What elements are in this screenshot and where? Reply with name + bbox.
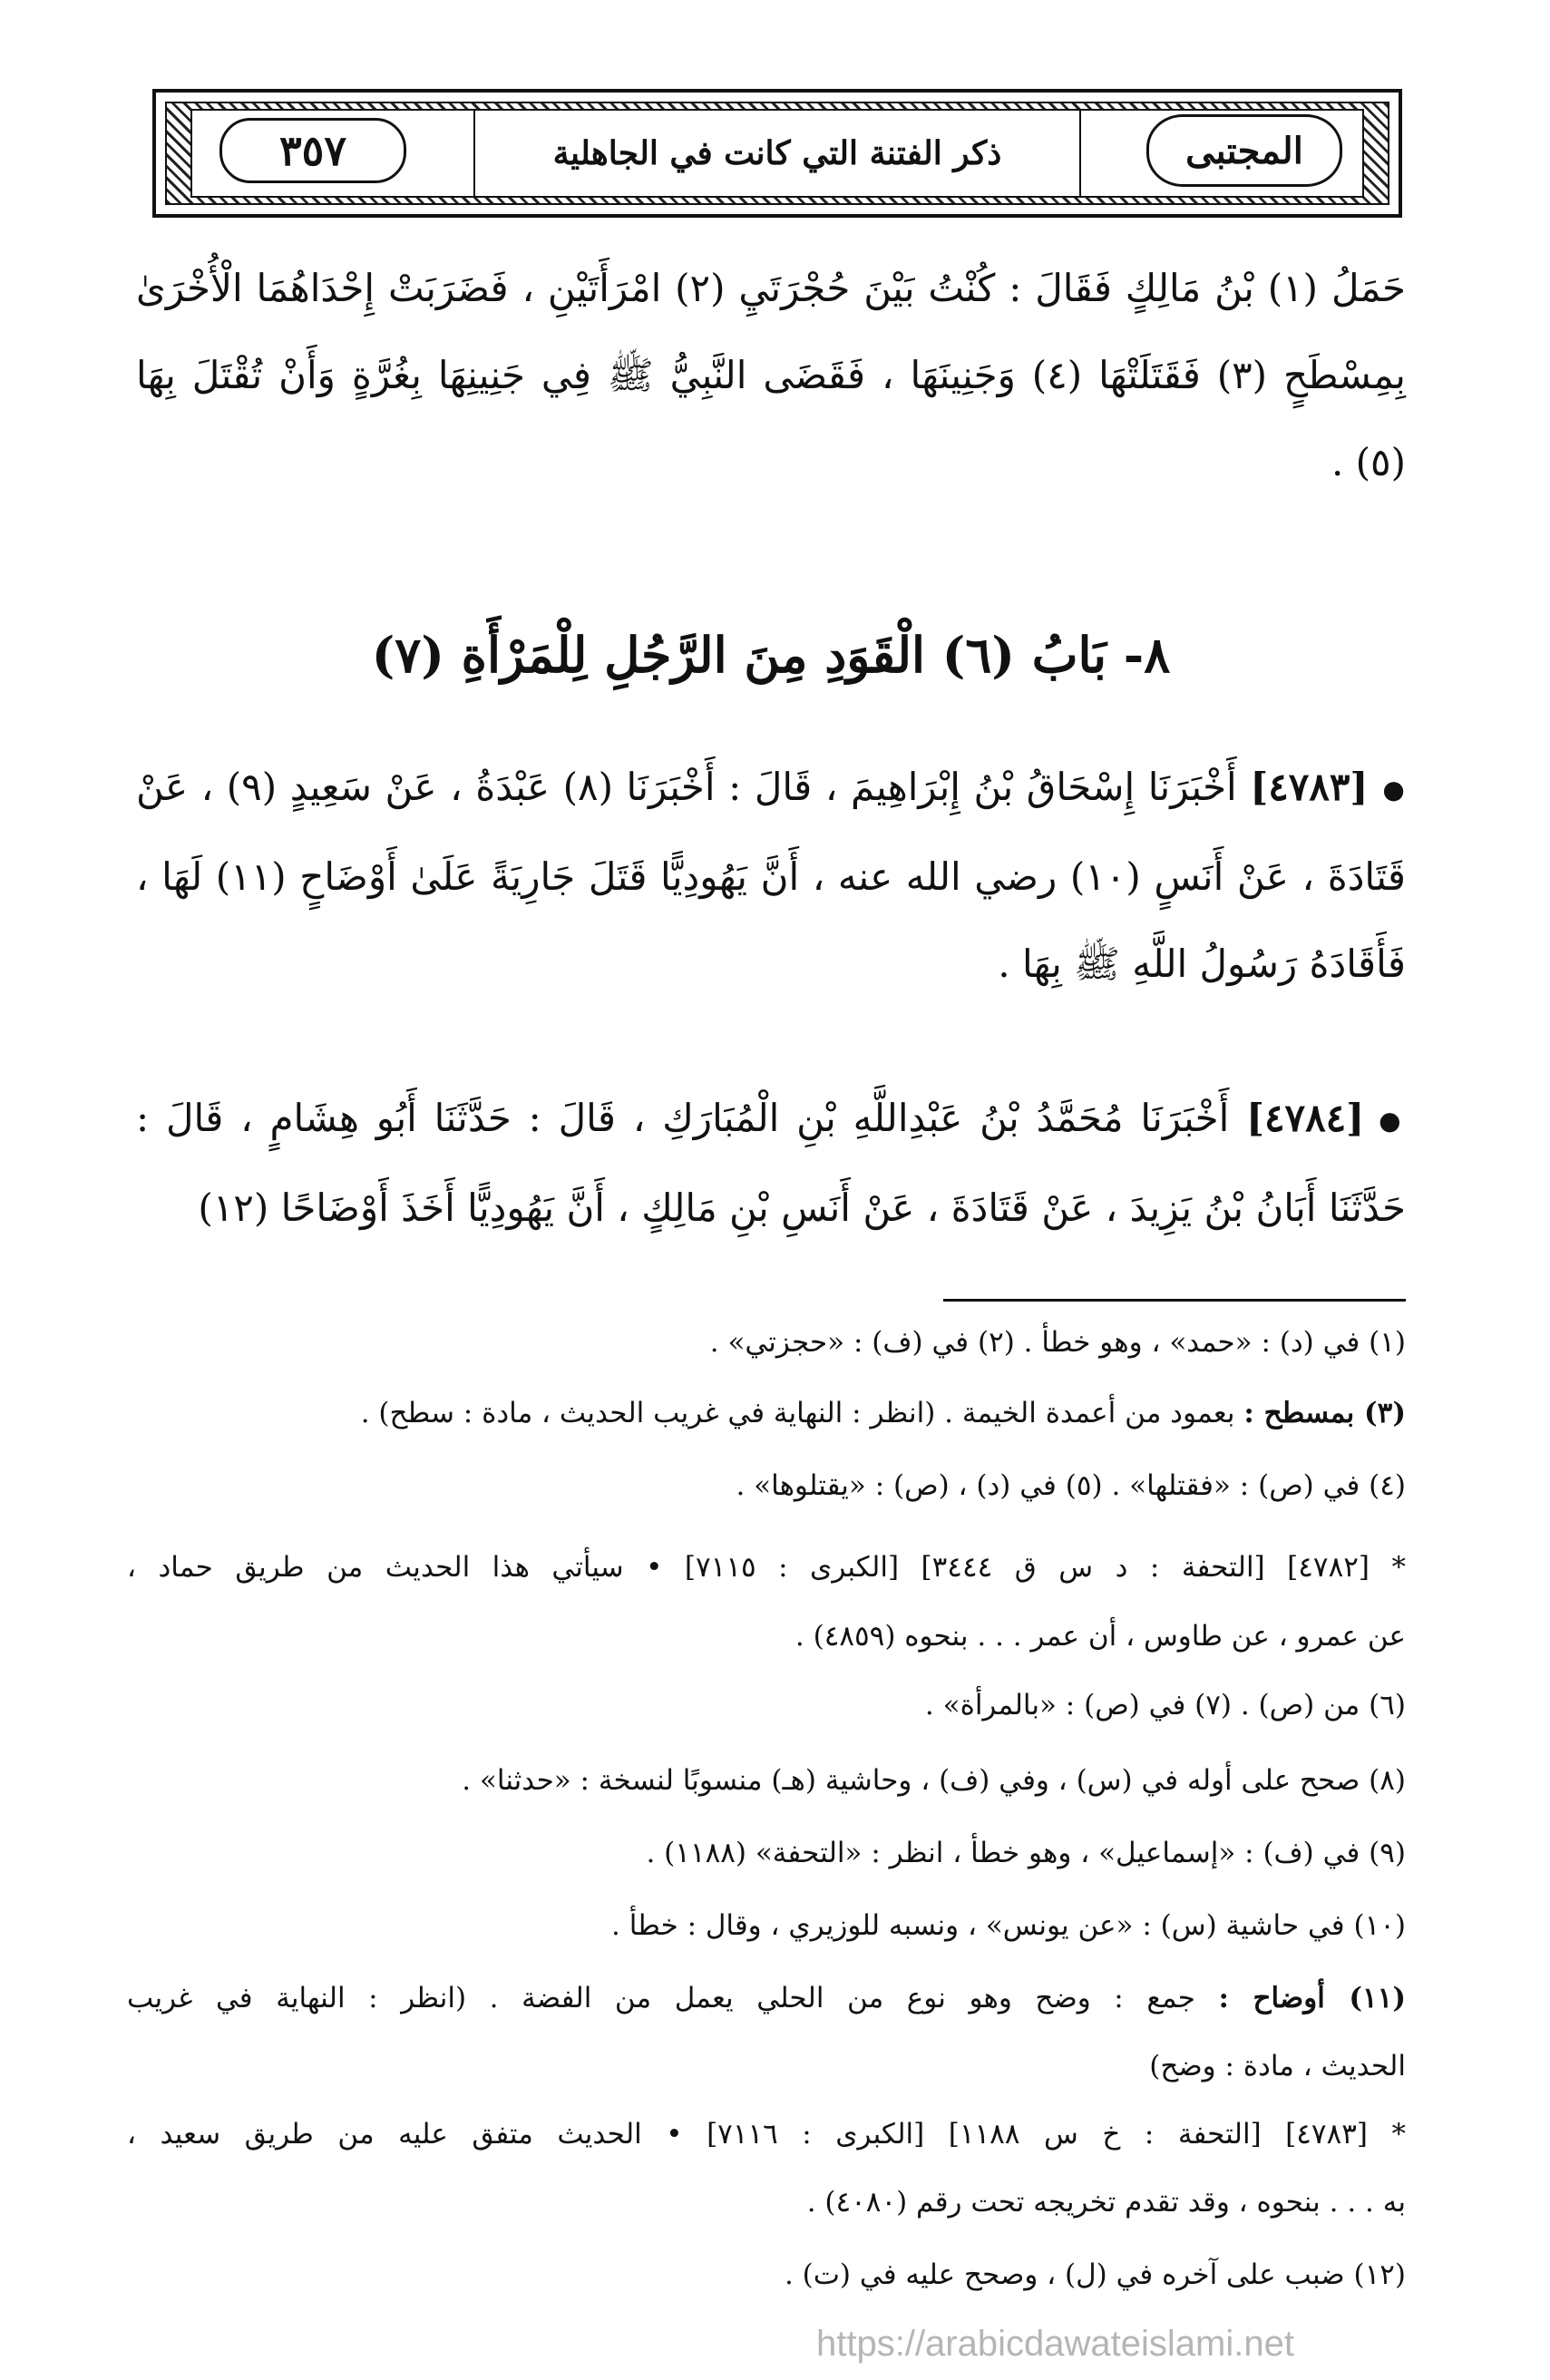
footnote-line: عن عمرو ، عن طاوس ، أن عمر . . . بنحوه (٤٨٥٩) . <box>794 1620 1406 1653</box>
footnote-line: (٦) من (ص) . (٧) في (ص) : «بالمرأة» . <box>924 1689 1406 1722</box>
footnote-line: الحديث ، مادة : وضح) <box>1149 2050 1406 2082</box>
footnote-term: (١١) أوضاح : <box>1218 1982 1406 2014</box>
footnote-line: (٨) صحح على أوله في (س) ، وفي (ف) ، وحاشية (هـ) منسوبًا لنسخة : «حدثنا» . <box>462 1764 1406 1797</box>
bullet-icon: ● <box>1379 1106 1407 1136</box>
footnote-line: (١٢) ضبب على آخره في (ل) ، وصحح عليه في (ت) . <box>784 2258 1406 2291</box>
footnotes <box>127 0 1406 2380</box>
footnote-term: (٣) بمسطح : <box>1243 1397 1406 1429</box>
hadith-number: [٤٧٨٣] <box>1250 765 1369 809</box>
hadith-text: أَخْبَرَنَا مُحَمَّدُ بْنُ عَبْدِاللَّهِ بْنِ الْمُبَارَكِ ، قَالَ : حَدَّثَنَا أَبُو هِشَامٍ ، قَالَ : حَدَّثَنَا أَبَانُ بْنُ يَزِيدَ ، عَنْ قَتَادَةَ ، عَنْ أَنَسِ بْنِ مَالِكٍ ، أَنَّ يَهُودِيًّا أَخَذَ أَوْضَاحًا (١٢) <box>136 1096 1406 1230</box>
footnote-line: (٤) في (ص) : «فقتلها» . (٥) في (د) ، (ص) : «يقتلوها» . <box>736 1469 1406 1502</box>
bullet-icon: ● <box>1382 775 1406 805</box>
footnote-line: به . . . بنحوه ، وقد تقدم تخريجه تحت رقم (٤٠٨٠) . <box>806 2186 1406 2219</box>
footnote-line: (٣) بمسطح : بعمود من أعمدة الخيمة . (انظر : النهاية في غريب الحديث ، مادة : سطح) . <box>360 1397 1406 1429</box>
hadith-text: أَخْبَرَنَا إِسْحَاقُ بْنُ إِبْرَاهِيمَ ، قَالَ : أَخْبَرَنَا (٨) عَبْدَةُ ، عَنْ سَعِيدٍ (٩) ، عَنْ قَتَادَةَ ، عَنْ أَنَسٍ (١٠) رضي الله عنه ، أَنَّ يَهُودِيًّا قَتَلَ جَارِيَةً عَلَىٰ أَوْضَاحٍ (١١) لَهَا ، فَأَقَادَهُ رَسُولُ اللَّهِ ﷺ بِهَا . <box>136 765 1406 986</box>
watermark-url: https://arabicdawateislami.net <box>816 2324 1294 2364</box>
footnote-line: (١١) أوضاح : جمع : وضح وهو نوع من الحلي يعمل من الفضة . (انظر : النهاية في غريب <box>127 1982 1406 2014</box>
hadith-number: [٤٧٨٤] <box>1246 1096 1365 1140</box>
takhrij-line: * [٤٧٨٢] [التحفة : د س ق ٣٤٤٤] [الكبرى : ٧١١٥] • سيأتي هذا الحديث من طريق حماد ، <box>127 1551 1406 1584</box>
paragraph-text: حَمَلُ (١) بْنُ مَالِكٍ فَقَالَ : كُنْتُ بَيْنَ حُجْرَتَيِ (٢) امْرَأَتَيْنِ ، فَضَرَبَتْ إِحْدَاهُمَا الْأُخْرَىٰ بِمِسْطَحٍ (٣) فَقَتَلَتْهَا (٤) وَجَنِينَهَا ، فَقَضَى النَّبِيُّ ﷺ فِي جَنِينِهَا بِغُرَّةٍ وَأَنْ تُقْتَلَ بِهَا (٥) . <box>136 266 1406 484</box>
chapter-title: ٨- بَابُ (٦) الْقَوَدِ مِنَ الرَّجُلِ لِلْمَرْأَةِ (٧) <box>371 626 1171 684</box>
footnote-line: (٩) في (ف) : «إسماعيل» ، وهو خطأ ، انظر : «التحفة» (١١٨٨) . <box>646 1837 1406 1869</box>
running-title: ذكر الفتنة التي كانت في الجاهلية <box>473 111 1081 196</box>
takhrij-line: * [٤٧٨٣] [التحفة : خ س ١١٨٨] [الكبرى : ٧١١٦] • الحديث متفق عليه من طريق سعيد ، <box>127 2118 1407 2151</box>
footnote-line: (١) في (د) : «حمد» ، وهو خطأ . (٢) في (ف) : «حجزتي» . <box>709 1326 1406 1359</box>
page-number: ٣٥٧ <box>219 118 406 183</box>
book-logo: المجتبى <box>1146 114 1342 187</box>
footnote-line: (١٠) في حاشية (س) : «عن يونس» ، ونسبه للوزيري ، وقال : خطأ . <box>610 1909 1406 1942</box>
